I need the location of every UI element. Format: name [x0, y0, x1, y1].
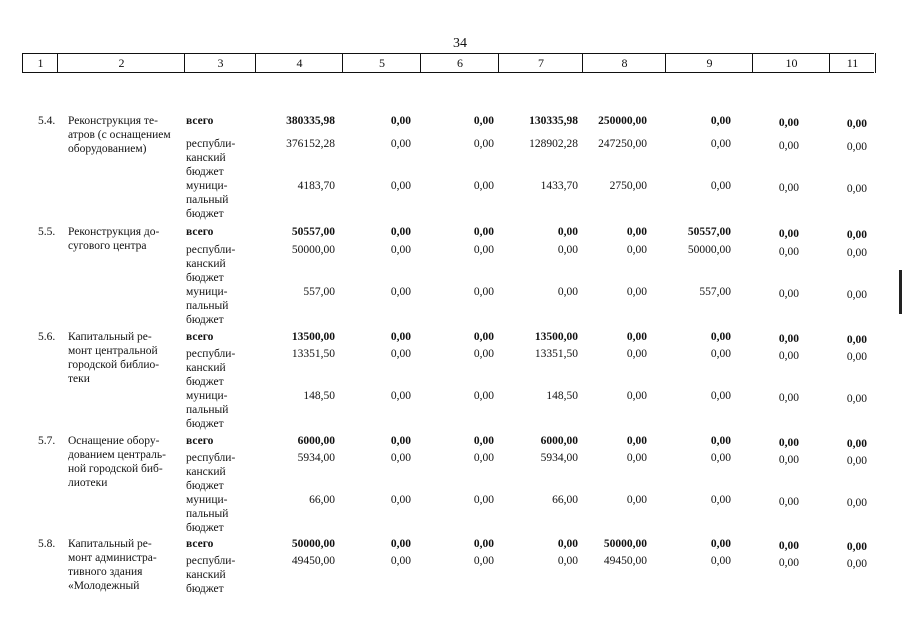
- amount-cell-col-11: 0,00: [846, 289, 867, 301]
- amount-cell-col-9: 0,00: [710, 115, 731, 127]
- funding-source-label: бюджет: [186, 314, 224, 326]
- item-description-line: городской библио-: [68, 359, 160, 371]
- amount-cell-col-6: 0,00: [473, 494, 494, 506]
- funding-source-label: пальный: [186, 404, 229, 416]
- amount-cell-col-7: 0,00: [557, 555, 578, 567]
- item-number: 5.6.: [38, 331, 56, 343]
- amount-cell-col-10: 0,00: [778, 228, 799, 240]
- funding-source-label: канский: [186, 258, 226, 270]
- amount-cell-col-7: 66,00: [552, 494, 578, 506]
- amount-cell-col-11: 0,00: [846, 455, 867, 467]
- funding-source-label: республи-: [186, 348, 236, 360]
- funding-source-label: республи-: [186, 244, 236, 256]
- amount-cell-col-10: 0,00: [778, 392, 799, 404]
- amount-cell-col-4: 148,50: [303, 390, 335, 402]
- header-col-5: 5: [342, 53, 421, 73]
- item-description-line: монт администра-: [68, 552, 157, 564]
- funding-source-label: бюджет: [186, 418, 224, 430]
- amount-cell-col-11: 0,00: [846, 393, 867, 405]
- funding-source-label: бюджет: [186, 522, 224, 534]
- amount-cell-col-9: 0,00: [710, 555, 731, 567]
- item-description-line: Реконструкция до-: [68, 226, 160, 238]
- funding-source-label: бюджет: [186, 376, 224, 388]
- amount-cell-col-8: 0,00: [626, 452, 647, 464]
- amount-cell-col-9: 0,00: [710, 331, 731, 343]
- header-col-9: 9: [665, 53, 753, 73]
- item-description-line: теки: [68, 373, 90, 385]
- amount-cell-col-7: 0,00: [557, 226, 578, 238]
- amount-cell-col-8: 0,00: [626, 390, 647, 402]
- item-description-line: монт центральной: [68, 345, 158, 357]
- funding-source-label: канский: [186, 362, 226, 374]
- amount-cell-col-4: 5934,00: [297, 452, 335, 464]
- amount-cell-col-9: 50557,00: [687, 226, 731, 238]
- amount-cell-col-9: 0,00: [710, 180, 731, 192]
- amount-cell-col-9: 0,00: [710, 494, 731, 506]
- amount-cell-col-6: 0,00: [473, 348, 494, 360]
- amount-cell-col-7: 5934,00: [540, 452, 578, 464]
- amount-cell-col-8: 50000,00: [603, 538, 647, 550]
- item-number: 5.8.: [38, 538, 56, 550]
- amount-cell-col-11: 0,00: [846, 118, 867, 130]
- amount-cell-col-11: 0,00: [846, 334, 867, 346]
- amount-cell-col-10: 0,00: [778, 454, 799, 466]
- amount-cell-col-10: 0,00: [778, 350, 799, 362]
- amount-cell-col-8: 250000,00: [598, 115, 647, 127]
- funding-source-label: бюджет: [186, 583, 224, 595]
- amount-cell-col-11: 0,00: [846, 558, 867, 570]
- amount-cell-col-6: 0,00: [473, 555, 494, 567]
- amount-cell-col-7: 130335,98: [529, 115, 578, 127]
- item-number: 5.4.: [38, 115, 56, 127]
- header-col-4: 4: [255, 53, 343, 73]
- amount-cell-col-7: 0,00: [557, 244, 578, 256]
- amount-cell-col-4: 50557,00: [291, 226, 335, 238]
- amount-cell-col-5: 0,00: [390, 390, 411, 402]
- funding-source-label: бюджет: [186, 480, 224, 492]
- funding-source-label: бюджет: [186, 272, 224, 284]
- amount-cell-col-8: 0,00: [626, 244, 647, 256]
- funding-source-label: пальный: [186, 194, 229, 206]
- amount-cell-col-10: 0,00: [778, 437, 799, 449]
- amount-cell-col-8: 0,00: [626, 435, 647, 447]
- amount-cell-col-7: 13500,00: [534, 331, 578, 343]
- amount-cell-col-5: 0,00: [390, 538, 411, 550]
- funding-source-label: республи-: [186, 452, 236, 464]
- amount-cell-col-11: 0,00: [846, 183, 867, 195]
- amount-cell-col-7: 13351,50: [534, 348, 578, 360]
- amount-cell-col-5: 0,00: [390, 435, 411, 447]
- header-col-7: 7: [498, 53, 583, 73]
- item-description-line: оборудованием): [68, 143, 147, 155]
- amount-cell-col-6: 0,00: [473, 390, 494, 402]
- amount-cell-col-9: 0,00: [710, 538, 731, 550]
- amount-cell-col-5: 0,00: [390, 331, 411, 343]
- amount-cell-col-9: 0,00: [710, 452, 731, 464]
- amount-cell-col-4: 376152,28: [286, 138, 335, 150]
- header-col-11: 11: [829, 53, 876, 73]
- amount-cell-col-9: 0,00: [710, 138, 731, 150]
- amount-cell-col-11: 0,00: [846, 247, 867, 259]
- funding-source-label: муници-: [186, 286, 228, 298]
- amount-cell-col-5: 0,00: [390, 494, 411, 506]
- amount-cell-col-11: 0,00: [846, 141, 867, 153]
- funding-source-label: муници-: [186, 180, 228, 192]
- header-col-8: 8: [582, 53, 666, 73]
- amount-cell-col-10: 0,00: [778, 117, 799, 129]
- amount-cell-col-4: 13351,50: [291, 348, 335, 360]
- funding-source-label: пальный: [186, 300, 229, 312]
- item-description-line: «Молодежный: [68, 580, 140, 592]
- amount-cell-col-6: 0,00: [473, 138, 494, 150]
- amount-cell-col-4: 49450,00: [291, 555, 335, 567]
- funding-source-label: пальный: [186, 508, 229, 520]
- funding-source-label: всего: [186, 226, 214, 238]
- amount-cell-col-8: 0,00: [626, 348, 647, 360]
- funding-source-label: бюджет: [186, 208, 224, 220]
- amount-cell-col-11: 0,00: [846, 438, 867, 450]
- amount-cell-col-8: 0,00: [626, 331, 647, 343]
- header-col-2: 2: [57, 53, 185, 73]
- amount-cell-col-11: 0,00: [846, 229, 867, 241]
- amount-cell-col-11: 0,00: [846, 497, 867, 509]
- amount-cell-col-7: 1433,70: [540, 180, 578, 192]
- amount-cell-col-6: 0,00: [473, 226, 494, 238]
- amount-cell-col-9: 0,00: [710, 390, 731, 402]
- item-description-line: атров (с оснащением: [68, 129, 171, 141]
- item-description-line: ной городской биб-: [68, 463, 163, 475]
- amount-cell-col-4: 557,00: [303, 286, 335, 298]
- amount-cell-col-4: 50000,00: [291, 244, 335, 256]
- amount-cell-col-5: 0,00: [390, 138, 411, 150]
- amount-cell-col-6: 0,00: [473, 435, 494, 447]
- amount-cell-col-5: 0,00: [390, 452, 411, 464]
- header-col-1: 1: [22, 53, 58, 73]
- amount-cell-col-8: 0,00: [626, 286, 647, 298]
- amount-cell-col-5: 0,00: [390, 226, 411, 238]
- amount-cell-col-5: 0,00: [390, 180, 411, 192]
- amount-cell-col-11: 0,00: [846, 351, 867, 363]
- page-number: 34: [453, 36, 467, 51]
- amount-cell-col-5: 0,00: [390, 348, 411, 360]
- amount-cell-col-10: 0,00: [778, 496, 799, 508]
- funding-source-label: всего: [186, 331, 214, 343]
- item-number: 5.5.: [38, 226, 56, 238]
- amount-cell-col-10: 0,00: [778, 246, 799, 258]
- amount-cell-col-6: 0,00: [473, 331, 494, 343]
- amount-cell-col-6: 0,00: [473, 452, 494, 464]
- amount-cell-col-9: 0,00: [710, 348, 731, 360]
- amount-cell-col-5: 0,00: [390, 244, 411, 256]
- funding-source-label: муници-: [186, 494, 228, 506]
- funding-source-label: республи-: [186, 138, 236, 150]
- header-col-3: 3: [184, 53, 256, 73]
- amount-cell-col-7: 148,50: [546, 390, 578, 402]
- amount-cell-col-8: 2750,00: [609, 180, 647, 192]
- amount-cell-col-6: 0,00: [473, 244, 494, 256]
- item-description-line: Оснащение обору-: [68, 435, 160, 447]
- item-description-line: Капитальный ре-: [68, 538, 152, 550]
- amount-cell-col-10: 0,00: [778, 140, 799, 152]
- amount-cell-col-10: 0,00: [778, 557, 799, 569]
- amount-cell-col-7: 128902,28: [529, 138, 578, 150]
- header-col-10: 10: [752, 53, 830, 73]
- item-description-line: Капитальный ре-: [68, 331, 152, 343]
- amount-cell-col-6: 0,00: [473, 286, 494, 298]
- amount-cell-col-10: 0,00: [778, 540, 799, 552]
- amount-cell-col-8: 49450,00: [603, 555, 647, 567]
- amount-cell-col-6: 0,00: [473, 538, 494, 550]
- amount-cell-col-6: 0,00: [473, 115, 494, 127]
- funding-source-label: республи-: [186, 555, 236, 567]
- amount-cell-col-8: 0,00: [626, 494, 647, 506]
- funding-source-label: канский: [186, 466, 226, 478]
- funding-source-label: бюджет: [186, 166, 224, 178]
- amount-cell-col-10: 0,00: [778, 182, 799, 194]
- item-description-line: дованием централь-: [68, 449, 166, 461]
- column-number-header: [22, 53, 874, 73]
- item-description-line: Реконструкция те-: [68, 115, 158, 127]
- funding-source-label: муници-: [186, 390, 228, 402]
- funding-source-label: канский: [186, 152, 226, 164]
- funding-source-label: канский: [186, 569, 226, 581]
- item-number: 5.7.: [38, 435, 56, 447]
- item-description-line: тивного здания: [68, 566, 143, 578]
- amount-cell-col-5: 0,00: [390, 115, 411, 127]
- funding-source-label: всего: [186, 538, 214, 550]
- amount-cell-col-9: 557,00: [699, 286, 731, 298]
- item-description-line: лиотеки: [68, 477, 108, 489]
- amount-cell-col-9: 0,00: [710, 435, 731, 447]
- amount-cell-col-11: 0,00: [846, 541, 867, 553]
- amount-cell-col-10: 0,00: [778, 288, 799, 300]
- amount-cell-col-4: 6000,00: [297, 435, 335, 447]
- amount-cell-col-4: 50000,00: [291, 538, 335, 550]
- scan-edge-mark: [899, 270, 902, 314]
- amount-cell-col-7: 6000,00: [540, 435, 578, 447]
- amount-cell-col-4: 380335,98: [286, 115, 335, 127]
- amount-cell-col-4: 4183,70: [297, 180, 335, 192]
- amount-cell-col-4: 13500,00: [291, 331, 335, 343]
- amount-cell-col-5: 0,00: [390, 286, 411, 298]
- amount-cell-col-10: 0,00: [778, 333, 799, 345]
- amount-cell-col-8: 247250,00: [598, 138, 647, 150]
- amount-cell-col-8: 0,00: [626, 226, 647, 238]
- amount-cell-col-9: 50000,00: [687, 244, 731, 256]
- amount-cell-col-6: 0,00: [473, 180, 494, 192]
- amount-cell-col-5: 0,00: [390, 555, 411, 567]
- item-description-line: сугового центра: [68, 240, 147, 252]
- funding-source-label: всего: [186, 115, 214, 127]
- amount-cell-col-7: 0,00: [557, 538, 578, 550]
- amount-cell-col-4: 66,00: [309, 494, 335, 506]
- funding-source-label: всего: [186, 435, 214, 447]
- header-col-6: 6: [420, 53, 499, 73]
- amount-cell-col-7: 0,00: [557, 286, 578, 298]
